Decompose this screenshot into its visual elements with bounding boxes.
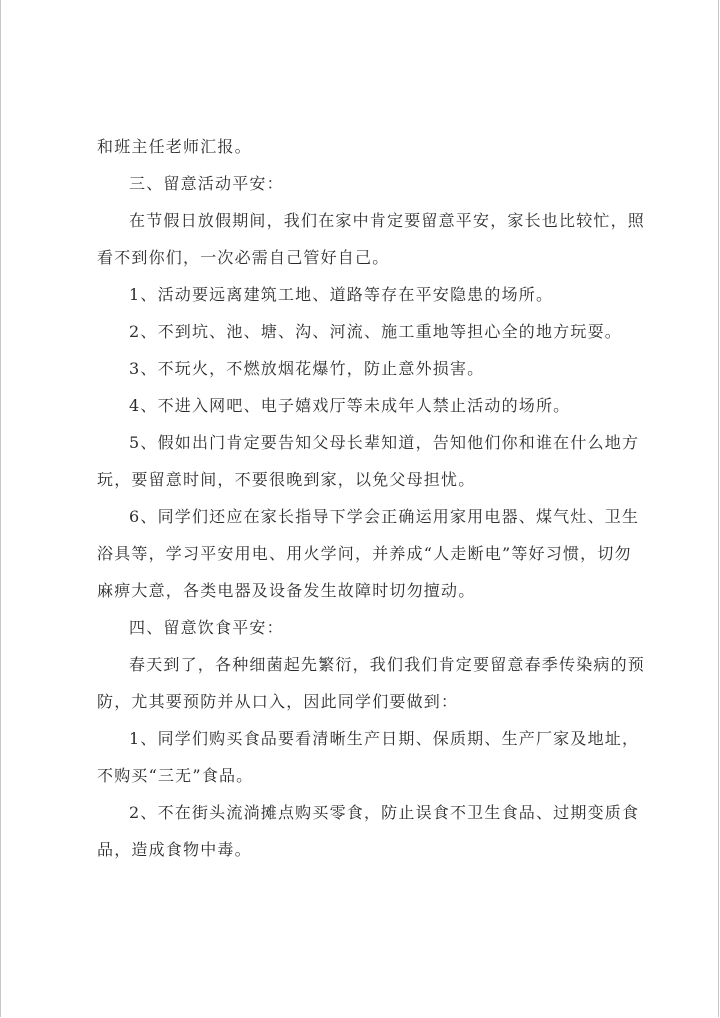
text-line: 5、假如出门肯定要告知父母长辈知道，告知他们你和谁在什么地方 (129, 433, 640, 452)
paragraph (97, 313, 622, 350)
paragraph (97, 609, 617, 646)
text-line: 浴具等，学习平安用电、用火学问，并养成“人走断电”等好习惯，切勿 (97, 544, 632, 563)
text-line: 看不到你们，一次必需自己管好自己。 (97, 248, 390, 267)
paragraph (97, 165, 617, 202)
text-line: 2、不在街头流淌摊点购买零食，防止误食不卫生食品、过期变质食 (129, 803, 640, 822)
paragraph (97, 350, 617, 387)
text-line: 不购买“三无”食品。 (97, 766, 254, 785)
paragraph (97, 720, 640, 794)
text-line: 1、同学们购买食品要看清晰生产日期、保质期、生产厂家及地址， (129, 729, 640, 748)
text-line: 玩，要留意时间，不要很晚到家，以免父母担忧。 (97, 470, 476, 489)
paragraph (97, 424, 640, 498)
paragraph (97, 202, 646, 276)
text-line: 在节假日放假期间，我们在家中肯定要留意平安，家长也比较忙，照 (129, 211, 646, 230)
text-line: 和班主任老师汇报。 (97, 137, 252, 156)
text-line: 4、不进入网吧、电子嬉戏厅等未成年人禁止活动的场所。 (129, 396, 571, 415)
text-line: 品，造成食物中毒。 (97, 840, 252, 859)
text-line: 防，尤其要预防并从口入，因此同学们要做到： (97, 692, 459, 711)
paragraph (97, 387, 617, 424)
text-line: 麻痹大意，各类电器及设备发生故障时切勿擅动。 (97, 581, 476, 600)
text-line: 1、活动要远离建筑工地、道路等存在平安隐患的场所。 (129, 285, 554, 304)
paragraph (97, 646, 646, 720)
text-line: 2、不到坑、池、塘、沟、河流、施工重地等担心全的地方玩耍。 (129, 322, 622, 341)
text-line: 四、留意饮食平安： (129, 618, 284, 637)
text-line: 3、不玩火，不燃放烟花爆竹，防止意外损害。 (129, 359, 485, 378)
text-line: 春天到了，各种细菌起先繁衍，我们我们肯定要留意春季传染病的预 (129, 655, 646, 674)
text-line: 6、同学们还应在家长指导下学会正确运用家用电器、煤气灶、卫生 (129, 507, 640, 526)
text-line: 三、留意活动平安： (129, 174, 284, 193)
paragraph (97, 276, 617, 313)
paragraph (97, 128, 617, 165)
paragraph (97, 794, 640, 868)
paragraph (97, 498, 640, 609)
document-body (97, 128, 646, 868)
